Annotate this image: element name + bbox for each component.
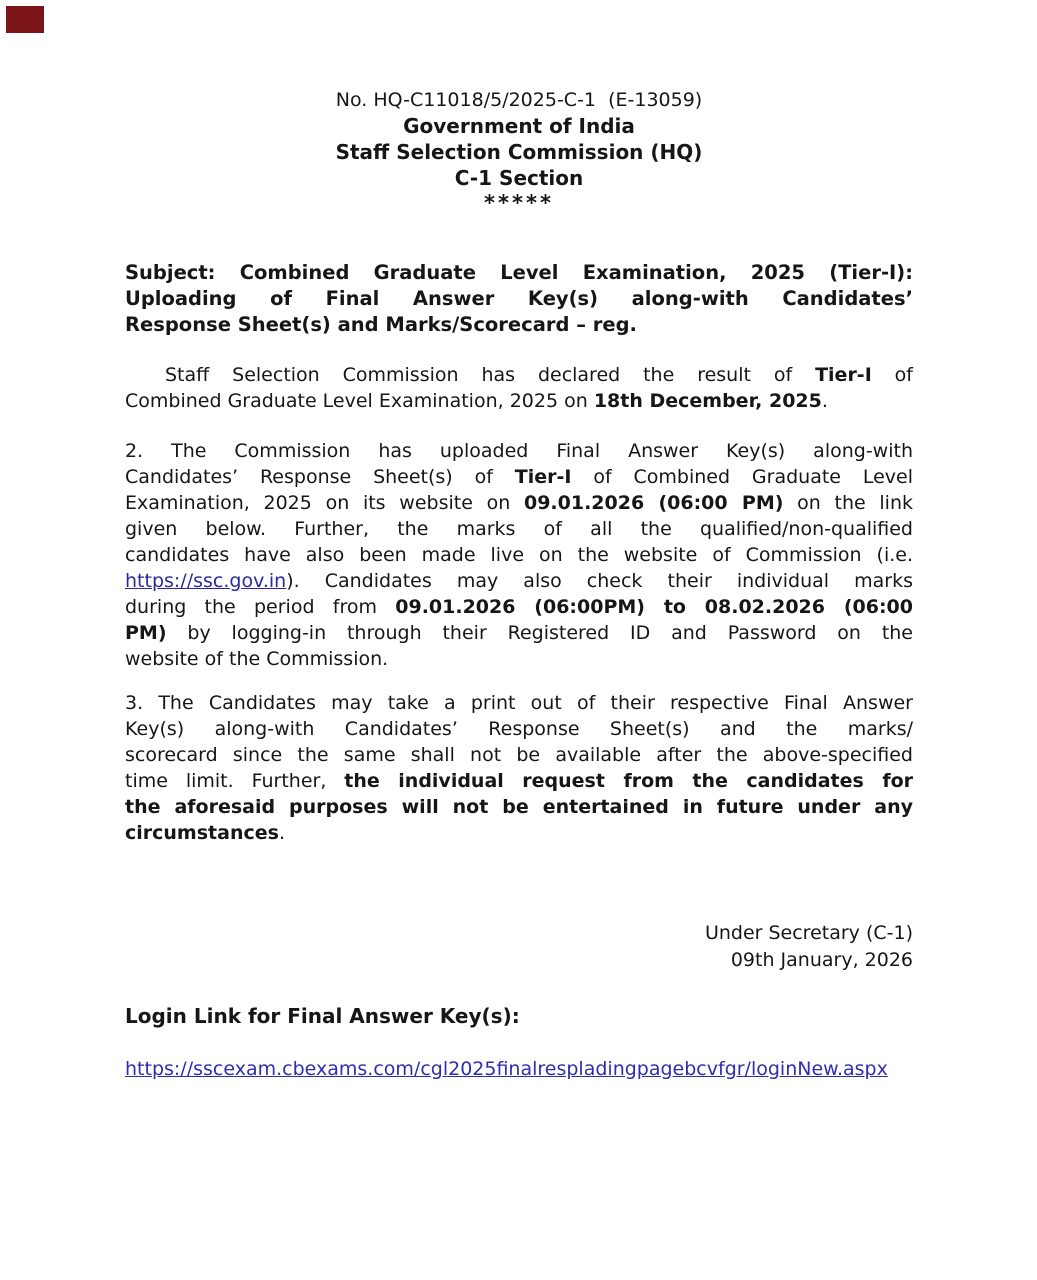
ssc-website-link[interactable]: https://ssc.gov.in <box>125 570 287 592</box>
text-line <box>125 516 913 542</box>
text-run: of Combined Graduate Level <box>571 466 914 488</box>
text-line <box>125 690 913 716</box>
letterhead <box>125 87 913 215</box>
text-run: Key(s) along-with Candidates’ Response Sheet(s) and the marks/ <box>125 718 913 740</box>
reference-number: No. HQ-C11018/5/2025-C-1 (E-13059) <box>335 89 703 111</box>
signature-block <box>125 920 913 974</box>
text-line <box>125 464 913 490</box>
text-run: by logging-in through their Registered ID and Password on the <box>166 622 913 644</box>
text-run: the individual request from the candidates for <box>344 770 914 792</box>
text-run: the aforesaid purposes will not be entertained in future under any <box>125 796 913 818</box>
corner-mark <box>6 6 44 33</box>
text-run: given below. Further, the marks of all the qualified/non-qualified <box>125 518 913 540</box>
text-run: Tier-I <box>514 466 572 488</box>
text-run: website of the Commission. <box>125 648 389 670</box>
text-line <box>125 362 913 388</box>
text-run: Uploading of Final Answer Key(s) along-with Candidates’ <box>125 287 913 310</box>
text-line <box>125 438 913 464</box>
separator-stars: ***** <box>484 191 554 215</box>
signature-date: 09th January, 2026 <box>730 949 913 971</box>
text-line <box>125 286 913 312</box>
text-run: 3. The Candidates may take a print out of their respective Final Answer <box>125 692 913 714</box>
text-run: ). Candidates may also check their individual marks <box>286 570 913 592</box>
login-link-heading: Login Link for Final Answer Key(s): <box>125 1004 520 1028</box>
text-line <box>125 260 913 286</box>
text-line <box>125 794 913 820</box>
text-run: on the link <box>783 492 913 514</box>
text-run: circumstances <box>125 822 279 844</box>
paragraph-3 <box>125 690 913 846</box>
text-line <box>125 742 913 768</box>
text-run: Candidates’ Response Sheet(s) of <box>125 466 515 488</box>
text-run: during the period from <box>125 596 396 618</box>
login-link-url[interactable]: https://sscexam.cbexams.com/cgl2025finalrespladingpagebcvfgr/loginNew.aspx <box>125 1058 888 1080</box>
text-run: Staff Selection Commission has declared the result of <box>165 364 816 386</box>
paragraph-1 <box>125 362 913 414</box>
text-run: Tier-I <box>815 364 872 386</box>
text-run: Examination, 2025 on its website on <box>125 492 524 514</box>
text-line <box>125 542 913 568</box>
text-run: 2. The Commission has uploaded Final Answer Key(s) along-with <box>125 440 913 462</box>
text-line <box>125 594 913 620</box>
subject-line <box>125 260 913 338</box>
text-run: 18th December, 2025 <box>593 390 822 412</box>
text-run: . <box>821 390 828 412</box>
signatory-designation: Under Secretary (C-1) <box>704 922 913 944</box>
text-line <box>125 820 913 846</box>
text-run: 09.01.2026 (06:00 PM) <box>523 492 784 514</box>
text-run: candidates have also been made live on the website of Commission (i.e. <box>125 544 913 566</box>
text-line <box>125 716 913 742</box>
dept-name: Staff Selection Commission (HQ) <box>335 140 703 164</box>
text-run: Combined Graduate Level Examination, 2025 on <box>125 390 594 412</box>
text-line <box>125 490 913 516</box>
org-name: Government of India <box>403 114 635 138</box>
text-run: . <box>278 822 285 844</box>
text-line <box>125 388 913 414</box>
section-name: C-1 Section <box>454 166 584 190</box>
text-run: Response Sheet(s) and Marks/Scorecard – reg. <box>125 313 637 336</box>
paragraph-2 <box>125 438 913 672</box>
text-line <box>125 568 913 594</box>
text-line <box>125 620 913 646</box>
text-line <box>125 312 913 338</box>
text-run: PM) <box>125 622 167 644</box>
text-run: of <box>871 364 913 386</box>
text-line <box>125 768 913 794</box>
text-run: scorecard since the same shall not be available after the above-specified <box>125 744 913 766</box>
text-line <box>125 646 913 672</box>
text-run: 09.01.2026 (06:00PM) to 08.02.2026 (06:00 <box>395 596 913 618</box>
text-run: time limit. Further, <box>125 770 345 792</box>
text-run: Subject: Combined Graduate Level Examination, 2025 (Tier-I): <box>125 261 913 284</box>
